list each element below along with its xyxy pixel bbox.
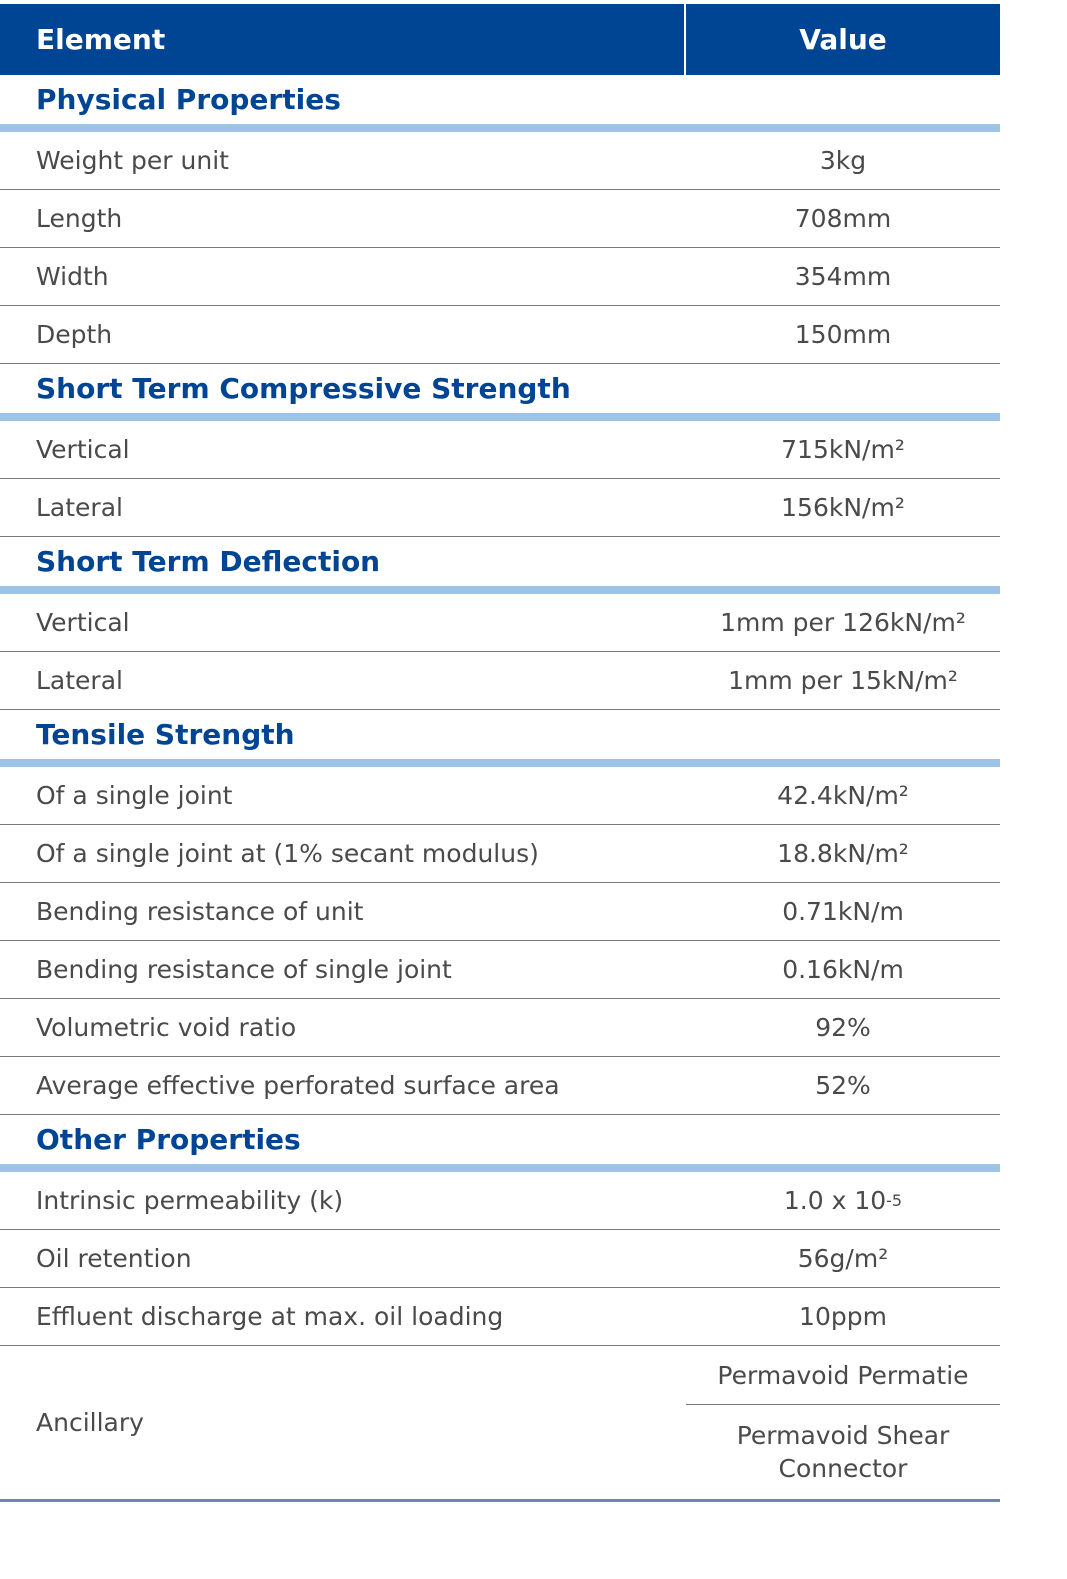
table-row xyxy=(0,825,1000,883)
row-element: Average effective perforated surface area xyxy=(36,1071,560,1100)
row-value: 354mm xyxy=(794,262,892,291)
row-value: 0.71kN/m xyxy=(782,897,904,926)
table-row xyxy=(0,306,1000,364)
table-row xyxy=(0,883,1000,941)
row-value: 1mm per 15kN/m² xyxy=(728,666,958,695)
row-value: 156kN/m² xyxy=(781,493,905,522)
row-element: Volumetric void ratio xyxy=(36,1013,297,1042)
ancillary-values xyxy=(686,1346,1000,1499)
row-value: 42.4kN/m² xyxy=(777,781,909,810)
row-element: Bending resistance of unit xyxy=(36,897,364,926)
row-value: 708mm xyxy=(794,204,892,233)
row-value: 150mm xyxy=(794,320,892,349)
row-value: 715kN/m² xyxy=(781,435,905,464)
row-element: Oil retention xyxy=(36,1244,192,1273)
ancillary-value: Permavoid Permatie xyxy=(686,1346,1000,1405)
table-row xyxy=(0,248,1000,306)
table-row xyxy=(0,1172,1000,1230)
row-element: Effluent discharge at max. oil loading xyxy=(36,1302,504,1331)
table-row xyxy=(0,594,1000,652)
properties-table xyxy=(0,4,1000,1502)
row-element: Length xyxy=(36,204,123,233)
row-element: Of a single joint at (1% secant modulus) xyxy=(36,839,539,868)
table-header xyxy=(0,4,1000,75)
row-value: 1.0 x 10 -5 xyxy=(783,1186,903,1215)
ancillary-row xyxy=(0,1346,1000,1502)
ancillary-label: Ancillary xyxy=(36,1408,144,1437)
row-value-base: 1.0 x 10 xyxy=(783,1186,887,1215)
section-title-compressive-strength: Short Term Compressive Strength xyxy=(0,364,1000,421)
row-element: Vertical xyxy=(36,608,130,637)
row-value: 52% xyxy=(815,1071,871,1100)
table-row xyxy=(0,132,1000,190)
row-element: Weight per unit xyxy=(36,146,229,175)
section-title-tensile-strength: Tensile Strength xyxy=(0,710,1000,767)
section-title-deflection: Short Term Deflection xyxy=(0,537,1000,594)
row-value: 10ppm xyxy=(799,1302,887,1331)
table-row xyxy=(0,421,1000,479)
table-row xyxy=(0,190,1000,248)
row-value: 1mm per 126kN/m² xyxy=(720,608,966,637)
table-row xyxy=(0,1057,1000,1115)
row-element: Of a single joint xyxy=(36,781,233,810)
row-element: Vertical xyxy=(36,435,130,464)
header-element: Element xyxy=(0,4,686,75)
section-title-other-properties: Other Properties xyxy=(0,1115,1000,1172)
table-row xyxy=(0,941,1000,999)
row-element: Intrinsic permeability (k) xyxy=(36,1186,344,1215)
row-element: Depth xyxy=(36,320,113,349)
row-value: 0.16kN/m xyxy=(782,955,904,984)
row-element: Width xyxy=(36,262,109,291)
row-element: Lateral xyxy=(36,493,123,522)
table-row xyxy=(0,652,1000,710)
table-row xyxy=(0,1230,1000,1288)
table-row xyxy=(0,479,1000,537)
table-row xyxy=(0,999,1000,1057)
row-value: 56g/m² xyxy=(797,1244,889,1273)
section-title-physical-properties: Physical Properties xyxy=(0,75,1000,132)
ancillary-value: Permavoid Shear Connector xyxy=(736,1421,950,1483)
row-value: 18.8kN/m² xyxy=(777,839,909,868)
row-value: 3kg xyxy=(819,146,867,175)
row-value: 92% xyxy=(815,1013,871,1042)
header-value: Value xyxy=(799,23,887,56)
table-row xyxy=(0,1288,1000,1346)
row-element: Bending resistance of single joint xyxy=(36,955,452,984)
row-element: Lateral xyxy=(36,666,123,695)
table-row xyxy=(0,767,1000,825)
